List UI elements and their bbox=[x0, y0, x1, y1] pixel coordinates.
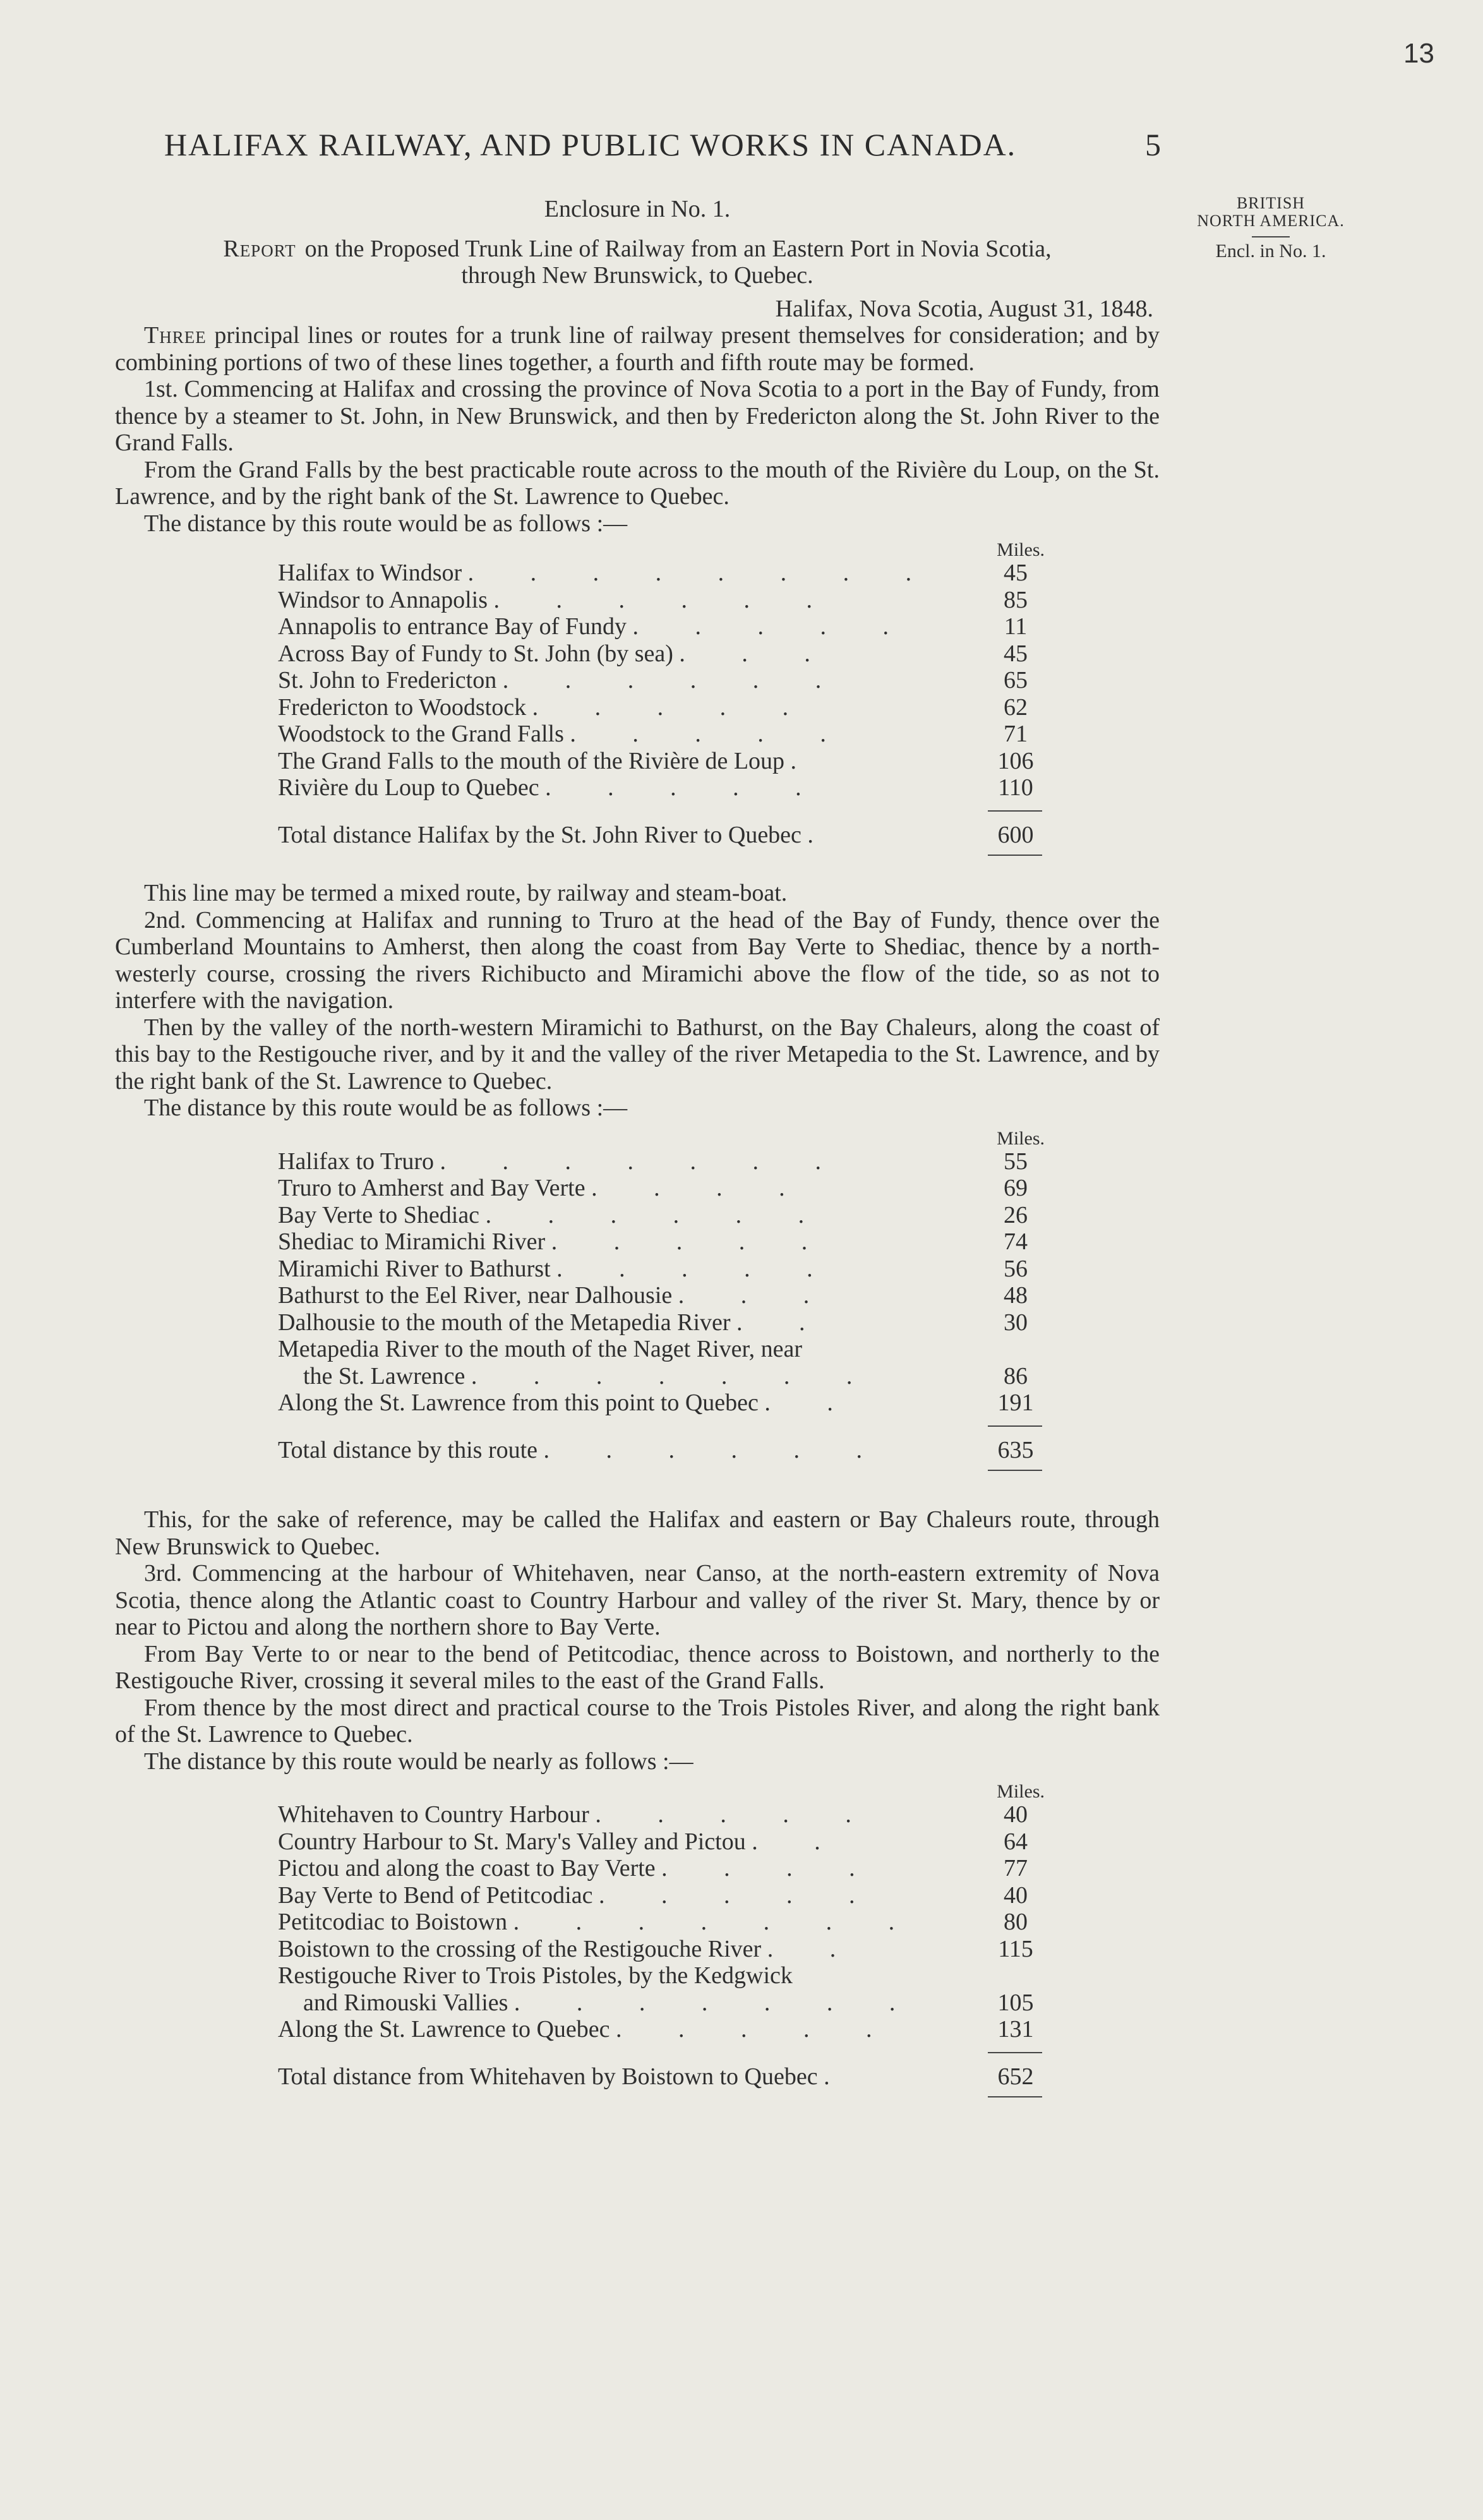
sum-rule bbox=[988, 1470, 1042, 1471]
table-row bbox=[278, 1309, 1045, 1336]
row-dots: . . bbox=[736, 1309, 831, 1336]
total-row bbox=[278, 2063, 1045, 2091]
row-miles: 191 bbox=[997, 1389, 1034, 1416]
row-miles: 30 bbox=[1004, 1309, 1028, 1336]
row-label: Truro to Amherst and Bay Verte bbox=[278, 1175, 585, 1201]
table-row bbox=[278, 1336, 1045, 1389]
route3-paragraph-4: The distance by this route would be nearly as follows :— bbox=[144, 1748, 693, 1775]
row-dots: . . . . . . . bbox=[513, 1909, 920, 1935]
route2-distance-table bbox=[278, 1129, 1045, 1472]
intro-paragraph bbox=[115, 322, 1160, 376]
row-label: Shediac to Miramichi River bbox=[278, 1228, 546, 1255]
route1-unit-header: Miles. bbox=[997, 539, 1045, 560]
row-dots: . . . . . . . bbox=[471, 1362, 878, 1389]
row-miles: 11 bbox=[1004, 613, 1028, 640]
row-dots: . . . . . bbox=[556, 1255, 838, 1282]
row-miles: 26 bbox=[1004, 1201, 1028, 1228]
running-head bbox=[164, 126, 1162, 163]
total-row bbox=[278, 822, 1045, 849]
table-row bbox=[278, 1202, 1045, 1229]
route1-after: This line may be termed a mixed route, by railway and steam-boat. bbox=[144, 880, 788, 906]
row-miles: 106 bbox=[997, 747, 1034, 774]
table-row bbox=[278, 748, 1045, 775]
row-miles: 48 bbox=[1004, 1282, 1028, 1309]
route2-paragraph-1: 2nd. Commencing at Halifax and running to Truro at the head of the Bay of Fundy, thence over the Cumberland Mountains to Amherst, then along the coast from Bay Verte to Shediac, thence by a north-westerly course, crossing the rivers Richibucto and Miramichi above the flow of the tide, so as not to interfere with the navigation. bbox=[115, 906, 1160, 1014]
route2-paragraph-2: Then by the valley of the north-western Miramichi to Bathurst, on the Bay Chaleurs, along the coast of this bay to the Restigouche river, and by it and the valley of the river Metapedia to the St. Lawrence, and by the right bank of the St. Lawrence to Quebec. bbox=[115, 1014, 1160, 1095]
row-miles: 80 bbox=[1004, 1909, 1028, 1935]
row-miles: 71 bbox=[1004, 721, 1028, 747]
row-dots: . bbox=[790, 747, 822, 774]
row-miles: 40 bbox=[1004, 1881, 1028, 1909]
row-dots: . . . . . bbox=[616, 2016, 898, 2043]
report-title-lead: Report bbox=[223, 235, 296, 262]
row-label: Restigouche River to Trois Pistoles, by the Kedgwick bbox=[278, 1962, 793, 1989]
row-label: Halifax to Windsor bbox=[278, 560, 462, 586]
row-dots: . . . . . bbox=[595, 1801, 877, 1828]
total-miles: 600 bbox=[997, 821, 1034, 848]
row-miles: 45 bbox=[1004, 640, 1028, 667]
row-miles: 74 bbox=[1004, 1228, 1028, 1255]
intro-lead: Three bbox=[144, 322, 207, 349]
row-dots: . . bbox=[752, 1828, 846, 1855]
row-dots: . . . . . . . bbox=[513, 1989, 921, 2016]
row-label: Boistown to the crossing of the Restigouche River bbox=[278, 1935, 762, 1962]
row-miles: 69 bbox=[1004, 1175, 1028, 1201]
route2-unit-header: Miles. bbox=[997, 1127, 1045, 1149]
table-row bbox=[278, 1909, 1045, 1936]
intro-text: principal lines or routes for a trunk line of railway present themselves for consideration; and by combining portions of two of these lines together, a fourth and fifth route may be formed. bbox=[115, 322, 1160, 376]
row-dots: . . . . . bbox=[532, 693, 814, 721]
row-label: The Grand Falls to the mouth of the Rivière de Loup bbox=[278, 747, 785, 774]
route1-paragraph-3: The distance by this route would be as follows :— bbox=[144, 510, 628, 537]
row-miles: 65 bbox=[1004, 667, 1028, 693]
row-label: Bathurst to the Eel River, near Dalhousie bbox=[278, 1282, 673, 1309]
table-row bbox=[278, 721, 1045, 748]
row-miles: 45 bbox=[1004, 560, 1028, 586]
row-dots: . . bbox=[764, 1389, 858, 1416]
margin-note-rule bbox=[1252, 236, 1290, 237]
row-miles: 40 bbox=[1004, 1801, 1028, 1828]
sum-rule bbox=[988, 2052, 1042, 2053]
route3-paragraph-3: From thence by the most direct and practical course to the Trois Pistoles River, and along the right bank of the St. Lawrence to Quebec. bbox=[115, 1694, 1160, 1748]
page-number: 13 bbox=[1403, 38, 1434, 69]
row-label: Bay Verte to Shediac bbox=[278, 1201, 480, 1228]
route1-paragraph-1: 1st. Commencing at Halifax and crossing the province of Nova Scotia to a port in the Bay of Fundy, from thence by a steamer to St. John, in New Brunswick, and then by Fredericton along the St. John River to the Grand Falls. bbox=[115, 376, 1160, 456]
route3-paragraph-1: 3rd. Commencing at the harbour of Whitehaven, near Canso, at the north-eastern extremity of Nova Scotia, thence along the Atlantic coast to Country Harbour and valley of the river St. Mary, thence by or near to Pictou and along the northern shore to Bay Verte. bbox=[115, 1560, 1160, 1640]
row-label: St. John to Fredericton bbox=[278, 667, 497, 693]
row-dots: . . . . . bbox=[545, 774, 827, 801]
row-dots: . . . bbox=[679, 640, 836, 667]
total-label: Total distance from Whitehaven by Boistown to Quebec bbox=[278, 2063, 818, 2090]
total-dots: . bbox=[824, 2063, 855, 2090]
row-dots: . . . bbox=[678, 1282, 835, 1309]
row-miles: 77 bbox=[1004, 1855, 1028, 1881]
row-miles: 56 bbox=[1004, 1255, 1028, 1282]
row-dots: . . . . . . . bbox=[440, 1148, 846, 1175]
table-row bbox=[278, 667, 1045, 694]
table-row bbox=[278, 1148, 1045, 1175]
table-row bbox=[278, 1936, 1045, 1963]
table-row bbox=[278, 640, 1045, 668]
row-label-continued: and Rimouski Vallies bbox=[303, 1989, 508, 2016]
table-row bbox=[278, 1256, 1045, 1283]
total-label: Total distance by this route bbox=[278, 1436, 538, 1463]
row-dots: . . . . . bbox=[551, 1228, 833, 1255]
row-miles: 115 bbox=[998, 1935, 1033, 1962]
row-label: Whitehaven to Country Harbour bbox=[278, 1801, 589, 1828]
table-row bbox=[278, 1962, 1045, 2016]
table-row bbox=[278, 613, 1045, 640]
route3-unit-header: Miles. bbox=[997, 1781, 1045, 1802]
row-label: Windsor to Annapolis bbox=[278, 586, 488, 613]
dateline: Halifax, Nova Scotia, August 31, 1848. bbox=[775, 295, 1153, 322]
row-dots: . . . . bbox=[591, 1175, 810, 1201]
row-label: Fredericton to Woodstock bbox=[278, 693, 527, 721]
route3-distance-table bbox=[278, 1782, 1045, 2097]
row-miles: 55 bbox=[1004, 1148, 1028, 1175]
row-label-continued: the St. Lawrence bbox=[303, 1362, 465, 1389]
table-row bbox=[278, 2016, 1045, 2043]
row-label: Pictou and along the coast to Bay Verte bbox=[278, 1855, 656, 1881]
route1-paragraph-2: From the Grand Falls by the best practicable route across to the mouth of the Rivière du Loup, on the St. Lawrence, and by the right bank of the St. Lawrence to Quebec. bbox=[115, 456, 1160, 510]
row-miles: 110 bbox=[998, 774, 1033, 801]
sum-rule bbox=[988, 2096, 1042, 2097]
row-label: Along the St. Lawrence to Quebec bbox=[278, 2016, 610, 2043]
total-miles: 635 bbox=[997, 1436, 1034, 1463]
report-title bbox=[115, 236, 1160, 289]
row-dots: . . . . . . bbox=[493, 586, 838, 613]
row-dots: . . bbox=[767, 1935, 862, 1962]
row-dots: . . . . . bbox=[570, 721, 851, 747]
row-dots: . . . . . . bbox=[485, 1201, 830, 1228]
table-row bbox=[278, 1175, 1045, 1202]
row-label: Dalhousie to the mouth of the Metapedia River bbox=[278, 1309, 731, 1336]
document-body bbox=[115, 196, 1160, 2108]
table-row bbox=[278, 1828, 1045, 1856]
row-miles: 131 bbox=[997, 2016, 1034, 2043]
route2-after: This, for the sake of reference, may be called the Halifax and eastern or Bay Chaleurs route, through New Brunswick to Quebec. bbox=[115, 1506, 1160, 1560]
table-row bbox=[278, 774, 1045, 801]
row-label: Bay Verte to Bend of Petitcodiac bbox=[278, 1881, 593, 1909]
table-row bbox=[278, 1389, 1045, 1417]
row-dots: . . . . . . . . bbox=[467, 560, 937, 586]
report-title-line2: through New Brunswick, to Quebec. bbox=[461, 262, 814, 289]
table-row bbox=[278, 560, 1045, 587]
sum-rule bbox=[988, 810, 1042, 812]
row-miles: 64 bbox=[1004, 1828, 1028, 1855]
margin-note-line1: BRITISH bbox=[1236, 194, 1306, 212]
table-row bbox=[278, 694, 1045, 721]
total-miles: 652 bbox=[997, 2063, 1034, 2090]
table-row bbox=[278, 1228, 1045, 1256]
row-label: Metapedia River to the mouth of the Naget River, near bbox=[278, 1336, 802, 1362]
route3-paragraph-2: From Bay Verte to or near to the bend of Petitcodiac, thence across to Boistown, and northerly to the Restigouche River, crossing it several miles to the east of the Grand Falls. bbox=[115, 1640, 1160, 1694]
route1-distance-table bbox=[278, 541, 1045, 856]
margin-note-line2: NORTH AMERICA. bbox=[1197, 212, 1345, 230]
table-row bbox=[278, 587, 1045, 614]
row-miles: 105 bbox=[997, 1989, 1034, 2016]
total-dots: . bbox=[807, 821, 839, 848]
row-label: Along the St. Lawrence from this point to Quebec bbox=[278, 1389, 759, 1416]
table-row bbox=[278, 1882, 1045, 1909]
row-dots: . . . . bbox=[661, 1855, 880, 1881]
table-row bbox=[278, 1801, 1045, 1828]
table-row bbox=[278, 1855, 1045, 1882]
row-label: Halifax to Truro bbox=[278, 1148, 434, 1175]
row-label: Rivière du Loup to Quebec bbox=[278, 774, 539, 801]
row-dots: . . . . . bbox=[598, 1881, 880, 1909]
running-head-title: HALIFAX RAILWAY, AND PUBLIC WORKS IN CANADA. bbox=[164, 127, 1017, 162]
table-row bbox=[278, 1282, 1045, 1309]
total-row bbox=[278, 1437, 1045, 1464]
sum-rule bbox=[988, 1425, 1042, 1427]
enclosure-heading: Enclosure in No. 1. bbox=[544, 196, 731, 222]
row-label: Country Harbour to St. Mary's Valley and Pictou bbox=[278, 1828, 746, 1855]
row-label: Annapolis to entrance Bay of Fundy bbox=[278, 613, 627, 640]
row-miles: 62 bbox=[1004, 693, 1028, 721]
total-dots: . . . . . . bbox=[543, 1436, 888, 1463]
row-label: Miramichi River to Bathurst bbox=[278, 1255, 551, 1282]
row-miles: 86 bbox=[1004, 1362, 1028, 1389]
row-miles: 85 bbox=[1004, 586, 1028, 613]
row-label: Across Bay of Fundy to St. John (by sea) bbox=[278, 640, 673, 667]
row-label: Petitcodiac to Boistown bbox=[278, 1909, 508, 1935]
total-label: Total distance Halifax by the St. John River to Quebec bbox=[278, 821, 802, 848]
route2-paragraph-3: The distance by this route would be as follows :— bbox=[144, 1095, 628, 1121]
margin-note-line3: Encl. in No. 1. bbox=[1215, 241, 1326, 261]
running-head-number: 5 bbox=[1145, 127, 1162, 162]
row-label: Woodstock to the Grand Falls bbox=[278, 721, 564, 747]
sum-rule bbox=[988, 855, 1042, 856]
row-dots: . . . . . . bbox=[502, 667, 847, 693]
report-title-line1: on the Proposed Trunk Line of Railway from an Eastern Port in Novia Scotia, bbox=[304, 235, 1052, 262]
margin-note bbox=[1170, 195, 1372, 260]
row-dots: . . . . . bbox=[632, 613, 914, 640]
